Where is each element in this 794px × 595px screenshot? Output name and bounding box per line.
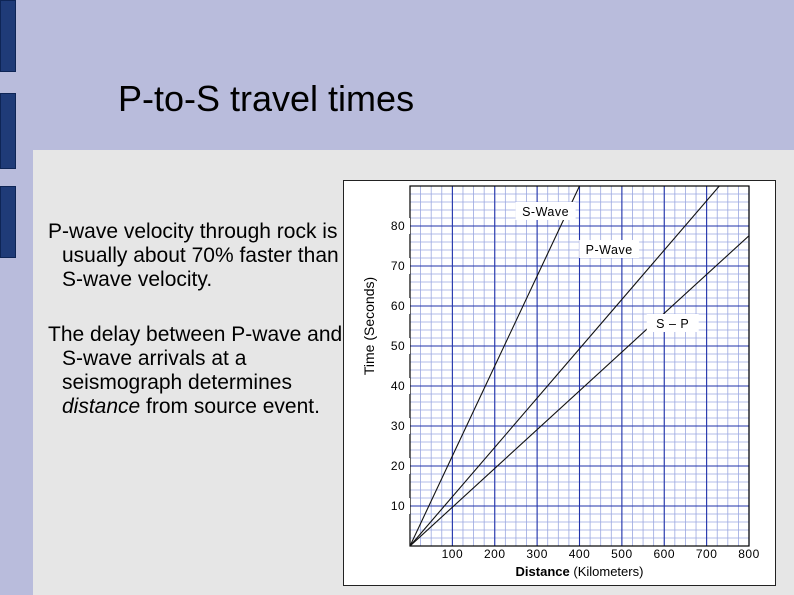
decorative-bar-bottom [0, 186, 16, 258]
s-minus-p-label: S – P [656, 317, 690, 331]
x-tick-labels [442, 547, 760, 561]
bullet-velocity: P-wave velocity through rock is usually about 70% faster than S-wave velocity. [48, 220, 339, 291]
decorative-bar-middle [0, 93, 16, 169]
x-tick-label: 600 [653, 547, 676, 561]
bullet-delay [48, 323, 348, 419]
y-tick-label: 50 [390, 339, 406, 353]
x-axis-label-unit: (Kilometers) [573, 564, 644, 579]
series-labels [516, 202, 699, 332]
y-tick-label: 20 [390, 459, 406, 473]
p-wave-line [410, 186, 719, 546]
s-wave-label: S-Wave [522, 205, 570, 219]
travel-time-chart [343, 180, 776, 586]
y-axis-label: Time (Seconds) [361, 276, 377, 376]
x-tick-label: 800 [738, 547, 760, 561]
y-tick-label: 60 [390, 299, 406, 313]
bullet-delay-end: from source event. [140, 395, 320, 418]
x-tick-label: 300 [526, 547, 548, 561]
x-tick-label: 700 [695, 547, 718, 561]
bullet-list [48, 220, 348, 450]
slide-title: P-to-S travel times [118, 78, 415, 119]
x-tick-label: 400 [568, 547, 591, 561]
bullet-delay-emphasis: distance [62, 395, 141, 418]
x-tick-label: 500 [611, 547, 633, 561]
y-tick-labels [386, 218, 410, 514]
p-wave-label: P-Wave [585, 243, 633, 257]
chart-svg [344, 181, 775, 585]
y-tick-label: 10 [390, 499, 406, 513]
x-tick-label: 100 [441, 547, 464, 561]
y-tick-label: 30 [390, 419, 406, 433]
bullet-delay-text: The delay between P-wave and S-wave arrivals at a seismograph determines [48, 323, 343, 394]
x-tick-label: 200 [483, 547, 506, 561]
x-axis-label [516, 564, 644, 579]
x-axis-label-main: Distance [515, 564, 574, 579]
y-tick-label: 80 [390, 219, 406, 233]
y-tick-label: 40 [390, 379, 406, 393]
decorative-bar-top [0, 0, 16, 72]
y-tick-label: 70 [390, 259, 406, 273]
